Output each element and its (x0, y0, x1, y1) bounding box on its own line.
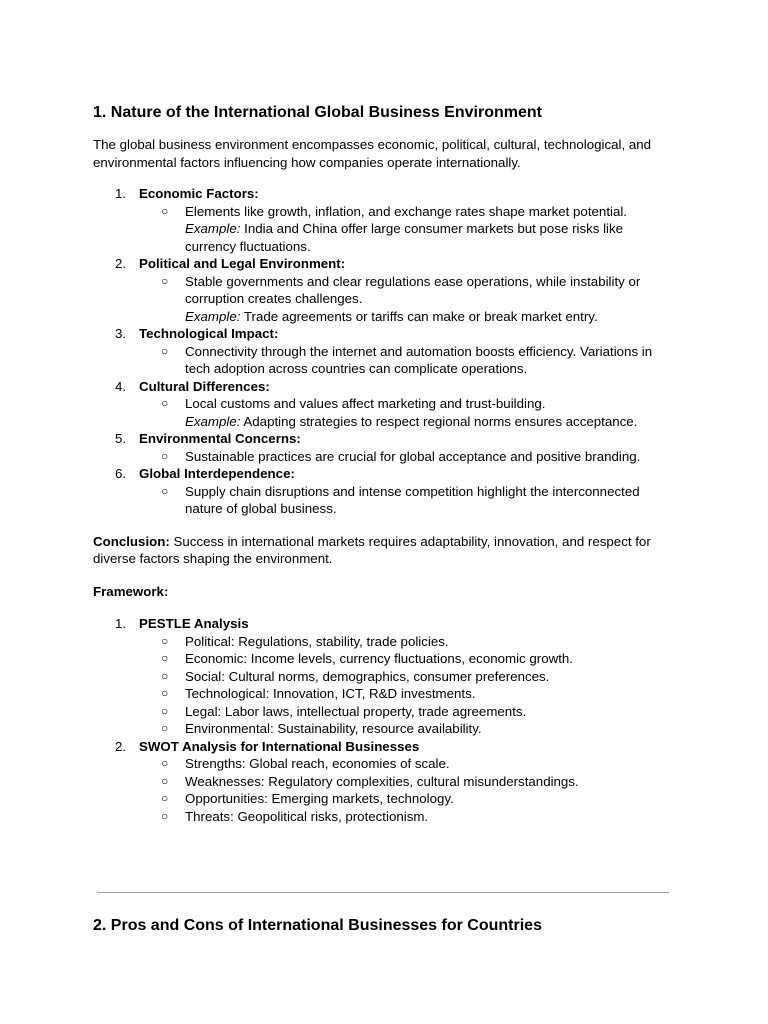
list-number: 2. (115, 738, 127, 754)
list-item-title: Cultural Differences: (139, 378, 270, 394)
bullet-item (93, 668, 673, 686)
example-label: Example: (185, 221, 241, 236)
list-number: 3. (115, 326, 127, 341)
list-item (93, 738, 673, 756)
list-number: 5. (115, 431, 127, 446)
bullet-circle-icon: ○ (161, 756, 169, 770)
list-item-title: Global Interdependence: (139, 466, 295, 481)
bullet-item (93, 703, 673, 721)
bullet-text: Environmental: Sustainability, resource availability. (185, 721, 482, 736)
example-text: Adapting strategies to respect regional norms ensures acceptance. (243, 413, 638, 429)
document-page (93, 100, 673, 825)
list-item (93, 430, 673, 448)
bullet-text: Opportunities: Emerging markets, technology. (185, 791, 454, 806)
section-1-heading: 1. Nature of the International Global Business Environment (93, 104, 542, 121)
example-text: Trade agreements or tariffs can make or break market entry. (243, 308, 598, 324)
example-text: India and China offer large consumer markets but pose risks like currency fluctuations. (185, 221, 624, 254)
list-number: 1. (115, 186, 127, 201)
bullet-text: Threats: Geopolitical risks, protectionism. (185, 808, 429, 824)
framework-label: Framework: (93, 583, 169, 599)
conclusion-text: Success in international markets requires adaptability, innovation, and respect for diverse factors shaping the environment. (93, 533, 651, 566)
bullet-text: Sustainable practices are crucial for global acceptance and positive branding. (185, 448, 641, 464)
bullet-circle-icon: ○ (161, 721, 169, 735)
bullet-item (93, 650, 673, 668)
bullet-item (93, 273, 673, 326)
bullet-item (93, 203, 673, 256)
bullet-circle-icon: ○ (161, 203, 169, 218)
bullet-text: Economic: Income levels, currency fluctuations, economic growth. (185, 651, 573, 666)
list-item (93, 615, 673, 633)
bullet-text: Weaknesses: Regulatory complexities, cultural misunderstandings. (185, 773, 579, 789)
bullet-text: Local customs and values affect marketing and trust-building. (185, 396, 546, 411)
bullet-text: Social: Cultural norms, demographics, consumer preferences. (185, 668, 550, 684)
bullet-circle-icon: ○ (161, 791, 169, 805)
list-number: 6. (115, 466, 127, 481)
list-item-title: Political and Legal Environment: (139, 256, 346, 271)
list-item (93, 325, 673, 343)
list-item-title: SWOT Analysis for International Businesses (139, 738, 420, 754)
list-item (93, 185, 673, 203)
bullet-item (93, 790, 673, 808)
bullet-item (93, 395, 673, 430)
framework-list (93, 615, 673, 825)
bullet-text: Political: Regulations, stability, trade policies. (185, 633, 449, 649)
bullet-circle-icon: ○ (161, 633, 169, 648)
bullet-item (93, 685, 673, 703)
list-item-title: Technological Impact: (139, 326, 279, 341)
bullet-circle-icon: ○ (161, 686, 169, 700)
list-item-title: Environmental Concerns: (139, 431, 301, 446)
list-number: 2. (115, 256, 127, 271)
section-2-heading: 2. Pros and Cons of International Businesses for Countries (93, 917, 542, 934)
bullet-text: Elements like growth, inflation, and exchange rates shape market potential. (185, 203, 628, 219)
list-item-title: PESTLE Analysis (139, 616, 249, 631)
framework-heading (93, 583, 673, 601)
bullet-circle-icon: ○ (161, 483, 169, 498)
bullet-item (93, 755, 673, 773)
factors-list (93, 185, 673, 518)
bullet-circle-icon: ○ (161, 273, 169, 288)
intro-paragraph: The global business environment encompasses economic, political, cultural, technological, and environmental factors influencing how companies operate internationally. (93, 137, 652, 170)
list-item-title: Economic Factors: (139, 186, 259, 201)
bullet-text: Supply chain disruptions and intense competition highlight the interconnected nature of global business. (185, 483, 640, 516)
horizontal-divider (97, 892, 669, 893)
list-number: 1. (115, 616, 127, 631)
bullet-circle-icon: ○ (161, 343, 169, 358)
bullet-text: Stable governments and clear regulations ease operations, while instability or corruption creates challenges. (185, 273, 641, 306)
example-label: Example: (185, 413, 241, 429)
bullet-circle-icon: ○ (161, 448, 169, 463)
bullet-circle-icon: ○ (161, 773, 169, 788)
bullet-text: Strengths: Global reach, economies of scale. (185, 756, 450, 771)
bullet-text: Technological: Innovation, ICT, R&D investments. (185, 686, 476, 701)
list-item (93, 465, 673, 483)
bullet-circle-icon: ○ (161, 703, 169, 718)
bullet-item (93, 773, 673, 791)
bullet-item (93, 448, 673, 466)
bullet-item (93, 343, 673, 378)
conclusion-label: Conclusion: (93, 533, 170, 549)
list-number: 4. (115, 378, 127, 394)
list-item (93, 255, 673, 273)
bullet-circle-icon: ○ (161, 396, 169, 410)
bullet-text: Connectivity through the internet and automation boosts efficiency. Variations in tech adoption across countries can complicate operations. (185, 343, 653, 376)
bullet-circle-icon: ○ (161, 651, 169, 665)
bullet-item (93, 483, 673, 518)
bullet-item (93, 808, 673, 826)
bullet-circle-icon: ○ (161, 668, 169, 683)
list-item (93, 378, 673, 396)
bullet-text: Legal: Labor laws, intellectual property, trade agreements. (185, 703, 527, 719)
conclusion-paragraph (93, 533, 673, 568)
example-label: Example: (185, 308, 241, 324)
bullet-circle-icon: ○ (161, 808, 169, 823)
bullet-item (93, 720, 673, 738)
bullet-item (93, 633, 673, 651)
